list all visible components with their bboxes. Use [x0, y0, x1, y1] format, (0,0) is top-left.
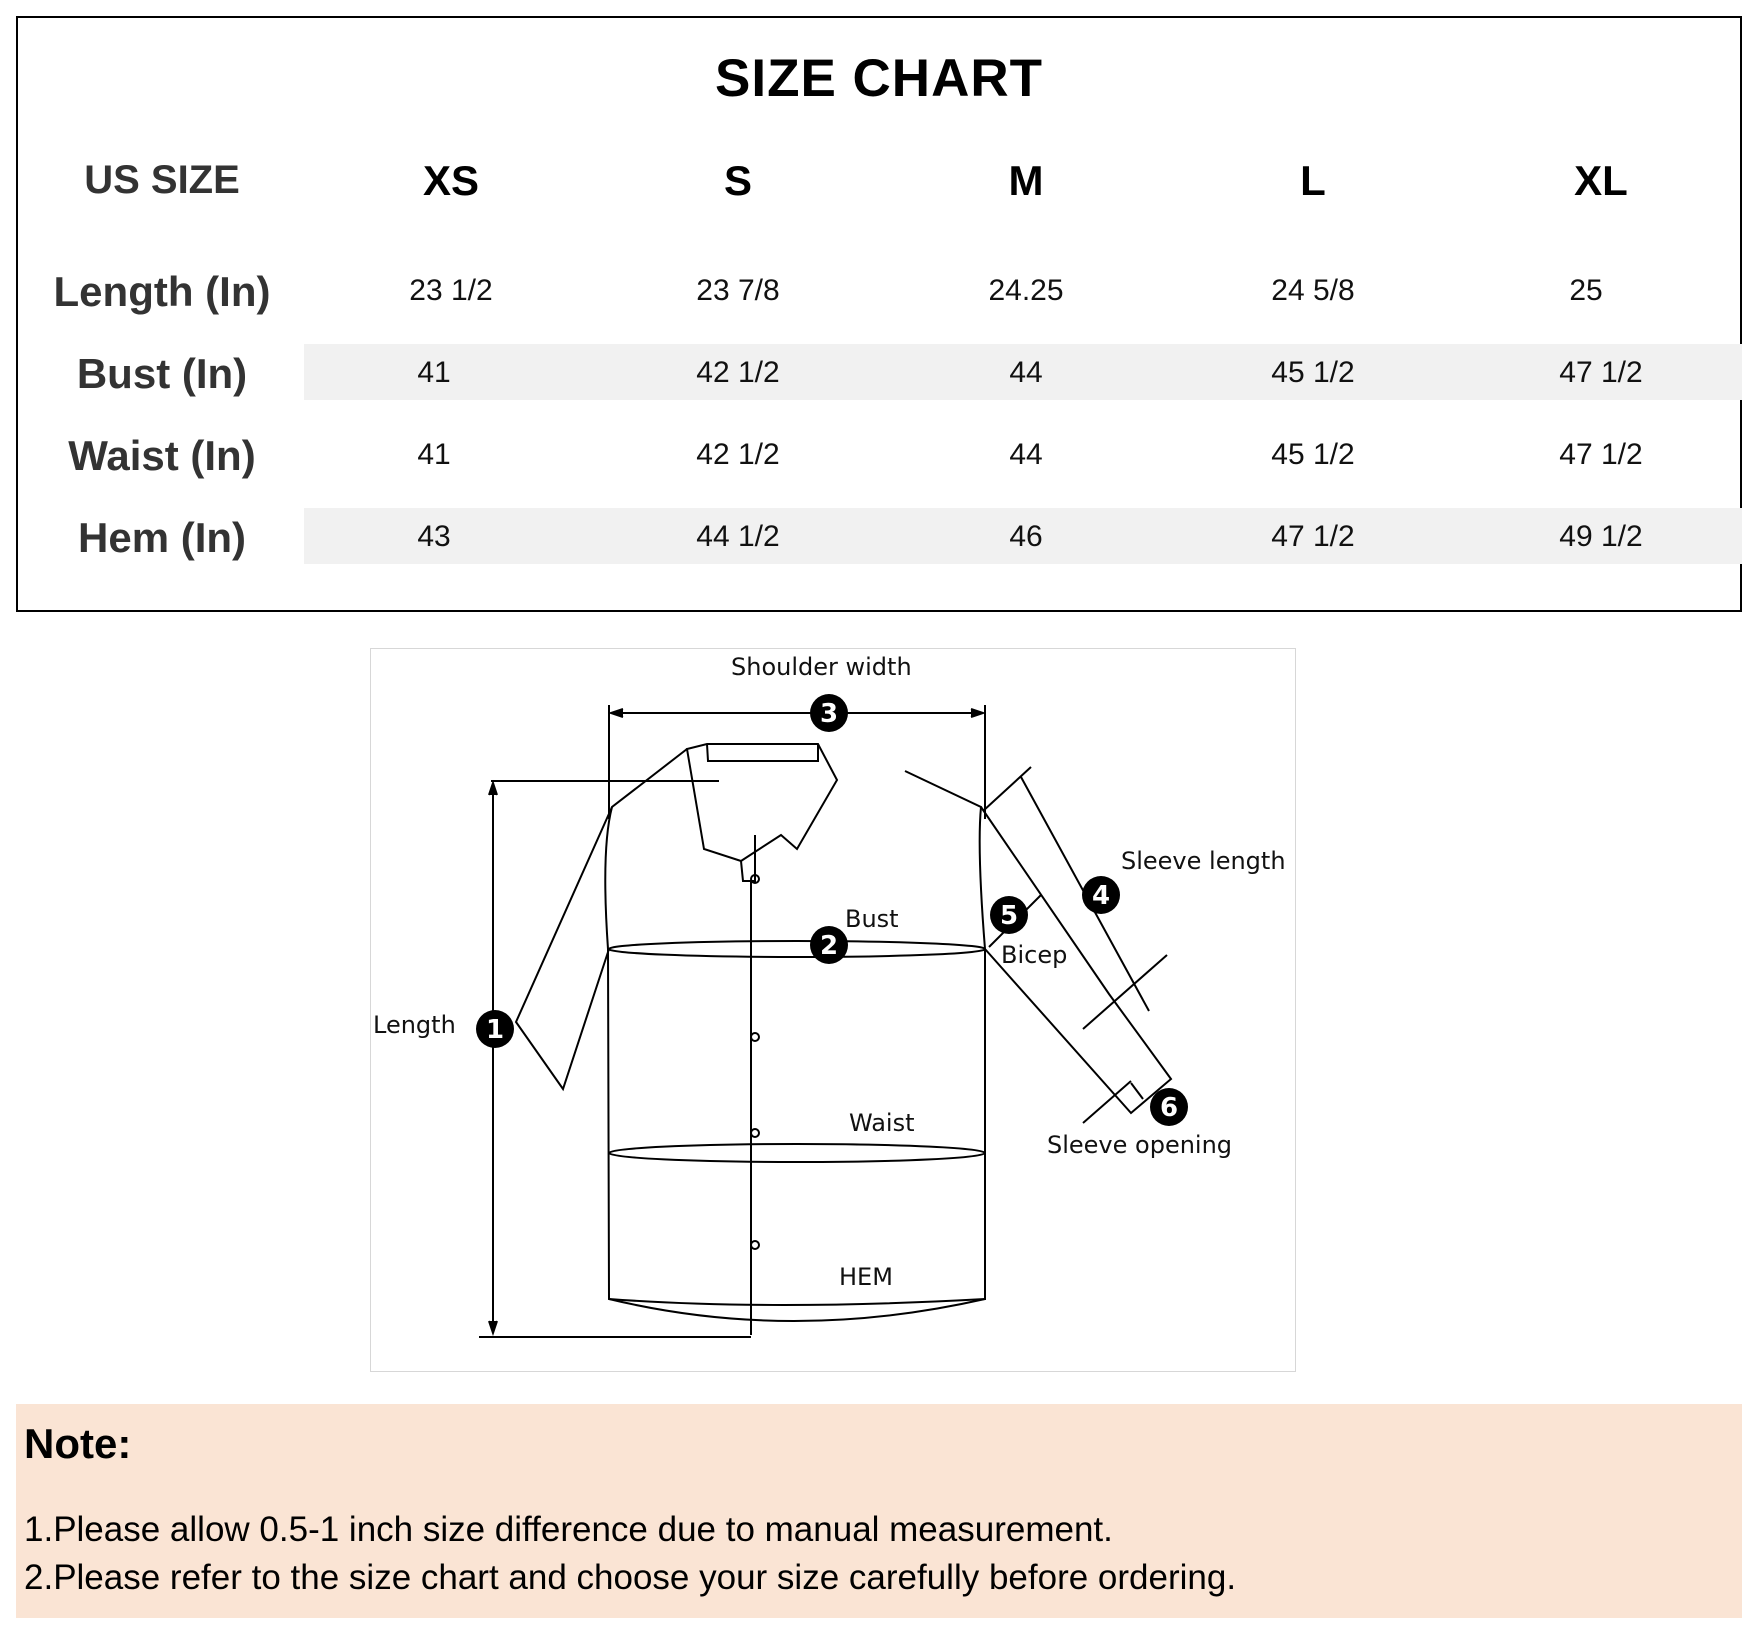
table-cell: 45 1/2: [1271, 438, 1355, 471]
table-cell: 42 1/2: [696, 356, 780, 389]
row-label-length: Length (In): [53, 268, 271, 315]
size-header-m: M: [1008, 157, 1044, 204]
svg-text:2: 2: [819, 931, 839, 961]
marker-1: [476, 1010, 514, 1048]
measurement-diagram: [370, 648, 1296, 1372]
marker-3: [810, 694, 848, 732]
label-sleeve-opening: Sleeve opening: [1047, 1131, 1233, 1159]
table-cell: 24.25: [988, 274, 1064, 307]
size-header-xs: XS: [422, 157, 480, 204]
marker-4: [1082, 876, 1120, 914]
note-box: [16, 1404, 1742, 1618]
table-cell: 47 1/2: [1271, 520, 1355, 553]
table-cell: 46: [1009, 520, 1043, 553]
svg-text:5: 5: [999, 901, 1019, 931]
size-header-xl: XL: [1574, 157, 1628, 204]
table-cell: 44 1/2: [696, 520, 780, 553]
label-shoulder-width: Shoulder width: [731, 653, 912, 681]
table-cell: 24 5/8: [1271, 274, 1355, 307]
svg-text:3: 3: [819, 699, 839, 729]
size-chart-table: [16, 16, 1742, 612]
note-line-1: 1.Please allow 0.5-1 inch size difference due to manual measurement.: [24, 1510, 1113, 1549]
table-cell: 49 1/2: [1559, 520, 1643, 553]
row-label-hem: Hem (In): [78, 514, 246, 561]
row-label-bust: Bust (In): [76, 350, 248, 397]
table-cell: 41: [417, 438, 451, 471]
marker-2: [810, 926, 848, 964]
label-length: Length: [373, 1011, 456, 1039]
marker-5: [990, 896, 1028, 934]
svg-text:6: 6: [1159, 1093, 1179, 1123]
table-cell: 25: [1569, 274, 1603, 307]
note-line-2: 2.Please refer to the size chart and choose your size carefully before ordering.: [24, 1558, 1237, 1597]
table-cell: 43: [417, 520, 451, 553]
table-cell: 44: [1009, 356, 1043, 389]
table-cell: 47 1/2: [1559, 356, 1643, 389]
table-cell: 44: [1009, 438, 1043, 471]
table-cell: 42 1/2: [696, 438, 780, 471]
size-header-l: L: [1300, 157, 1326, 204]
svg-text:1: 1: [485, 1015, 505, 1045]
label-hem: HEM: [839, 1263, 893, 1291]
label-sleeve-length: Sleeve length: [1121, 847, 1286, 875]
svg-text:4: 4: [1091, 881, 1111, 911]
table-cell: 41: [417, 356, 451, 389]
label-bicep: Bicep: [1001, 941, 1068, 969]
marker-layer: [371, 649, 1297, 1373]
size-header-s: S: [723, 157, 752, 204]
note-title: Note:: [24, 1420, 132, 1467]
label-bust: Bust: [845, 905, 899, 933]
marker-6: [1150, 1088, 1188, 1126]
label-waist: Waist: [849, 1109, 915, 1137]
table-cell: 47 1/2: [1559, 438, 1643, 471]
row-label-waist: Waist (In): [68, 432, 256, 479]
table-cell: 23 1/2: [409, 274, 493, 307]
table-cell: 23 7/8: [696, 274, 780, 307]
us-size-header: US SIZE: [84, 158, 240, 202]
table-cell: 45 1/2: [1271, 356, 1355, 389]
chart-title: SIZE CHART: [715, 49, 1043, 108]
